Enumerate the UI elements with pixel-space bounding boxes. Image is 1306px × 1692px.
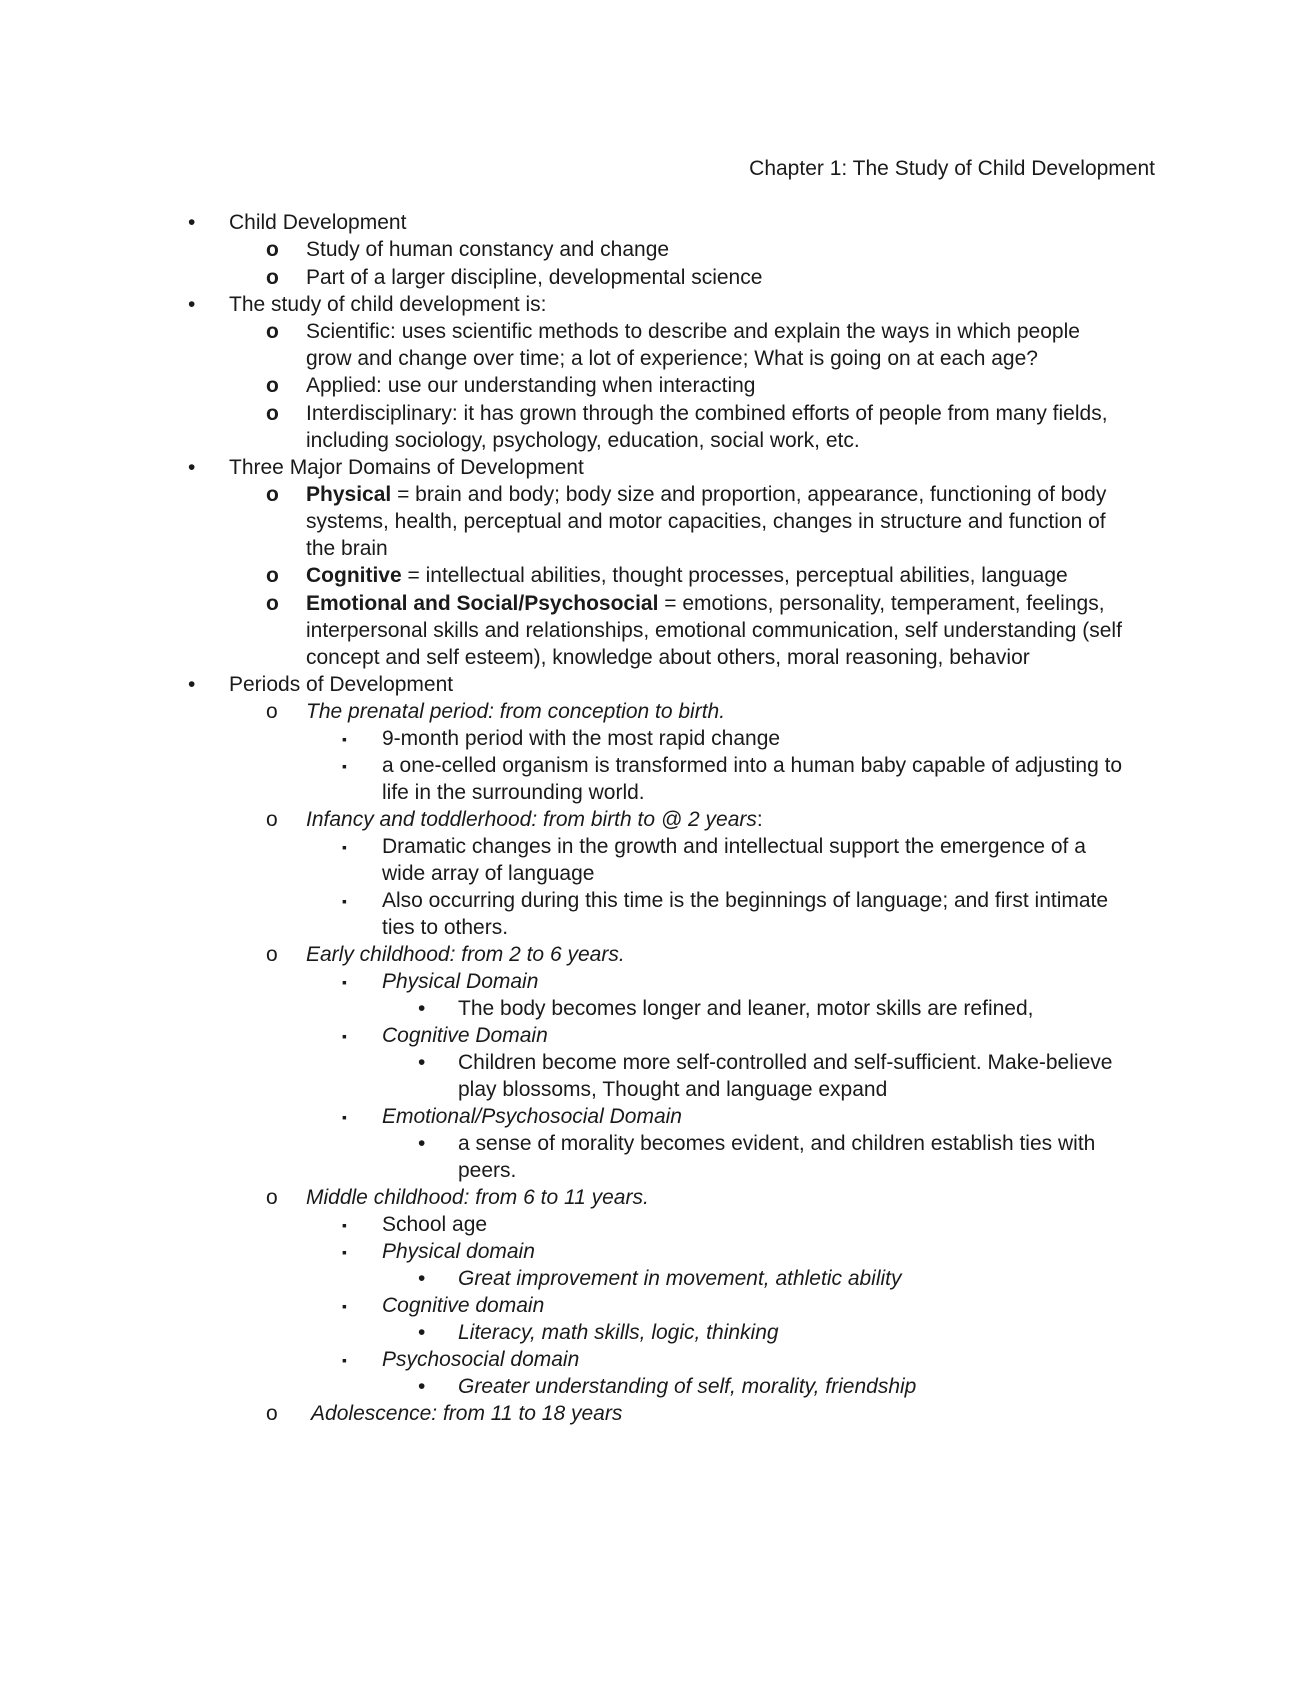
square-marker: ▪ [342, 1217, 347, 1233]
square-marker: ▪ [342, 1028, 347, 1044]
square-marker: ▪ [342, 893, 347, 909]
list-item: The body becomes longer and leaner, motor skills are refined, [458, 997, 1034, 1020]
list-item-continuation: concept and self esteem), knowledge about others, moral reasoning, behavior [306, 646, 1030, 669]
list-item: Children become more self-controlled and self-sufficient. Make-believe [458, 1051, 1113, 1074]
circle-marker: o [266, 266, 279, 289]
period-heading: Infancy and toddlerhood: from birth to @ 2 years: [306, 808, 763, 831]
list-item: Physical = brain and body; body size and proportion, appearance, functioning of body [306, 483, 1107, 506]
list-item-continuation: the brain [306, 537, 388, 560]
circle-marker: o [266, 1186, 278, 1209]
list-item-continuation: wide array of language [382, 862, 595, 885]
term-cognitive: Cognitive [306, 564, 402, 587]
list-item-continuation: life in the surrounding world. [382, 781, 645, 804]
list-item: Literacy, math skills, logic, thinking [458, 1321, 779, 1344]
section-heading: Child Development [229, 211, 407, 234]
list-item: Greater understanding of self, morality, friendship [458, 1375, 917, 1398]
square-marker: ▪ [342, 974, 347, 990]
period-heading: Adolescence: from 11 to 18 years [306, 1402, 623, 1425]
dot-marker: • [418, 997, 426, 1020]
term-physical: Physical [306, 483, 392, 506]
dot-marker: • [418, 1375, 426, 1398]
bullet-marker: • [188, 456, 196, 479]
list-item: Great improvement in movement, athletic ability [458, 1267, 902, 1290]
list-item: 9-month period with the most rapid change [382, 727, 781, 750]
square-marker: ▪ [342, 1244, 347, 1260]
circle-marker: o [266, 564, 279, 587]
circle-marker: o [266, 483, 279, 506]
square-marker: ▪ [342, 1298, 347, 1314]
circle-marker: o [266, 943, 278, 966]
list-item: Study of human constancy and change [306, 238, 670, 261]
square-marker: ▪ [342, 1352, 347, 1368]
circle-marker: o [266, 808, 278, 831]
bullet-marker: • [188, 673, 196, 696]
list-item: Emotional and Social/Psychosocial = emotions, personality, temperament, feelings, [306, 592, 1105, 615]
list-item: Also occurring during this time is the beginnings of language; and first intimate [382, 889, 1109, 912]
domain-heading: Physical Domain [382, 970, 539, 993]
circle-marker: o [266, 374, 279, 397]
list-item-continuation: ties to others. [382, 916, 509, 939]
domain-heading: Psychosocial domain [382, 1348, 580, 1371]
term-emotional-social: Emotional and Social/Psychosocial [306, 592, 659, 615]
list-item-continuation: peers. [458, 1159, 517, 1182]
page-title: Chapter 1: The Study of Child Development [749, 157, 1155, 180]
square-marker: ▪ [342, 758, 347, 774]
period-heading: Middle childhood: from 6 to 11 years. [306, 1186, 649, 1209]
bullet-marker: • [188, 293, 196, 316]
circle-marker: o [266, 1402, 278, 1425]
domain-heading: Cognitive Domain [382, 1024, 548, 1047]
list-item: Cognitive = intellectual abilities, thought processes, perceptual abilities, language [306, 564, 1068, 587]
section-heading: The study of child development is: [229, 293, 547, 316]
domain-heading: Physical domain [382, 1240, 535, 1263]
bullet-marker: • [188, 211, 196, 234]
dot-marker: • [418, 1132, 426, 1155]
circle-marker: o [266, 700, 278, 723]
square-marker: ▪ [342, 731, 347, 747]
dot-marker: • [418, 1267, 426, 1290]
circle-marker: o [266, 402, 279, 425]
list-item: Applied: use our understanding when interacting [306, 374, 756, 397]
square-marker: ▪ [342, 839, 347, 855]
domain-heading: Cognitive domain [382, 1294, 545, 1317]
list-item: Part of a larger discipline, developmental science [306, 266, 763, 289]
list-item-continuation: grow and change over time; a lot of experience; What is going on at each age? [306, 347, 1038, 370]
list-item: Scientific: uses scientific methods to describe and explain the ways in which people [306, 320, 1080, 343]
circle-marker: o [266, 238, 279, 261]
domain-heading: Emotional/Psychosocial Domain [382, 1105, 682, 1128]
list-item: a sense of morality becomes evident, and children establish ties with [458, 1132, 1096, 1155]
list-item-continuation: systems, health, perceptual and motor capacities, changes in structure and function of [306, 510, 1106, 533]
list-item-continuation: play blossoms, Thought and language expand [458, 1078, 888, 1101]
list-item-continuation: interpersonal skills and relationships, emotional communication, self understanding (self [306, 619, 1122, 642]
list-item-continuation: including sociology, psychology, education, social work, etc. [306, 429, 860, 452]
list-item: a one-celled organism is transformed into a human baby capable of adjusting to [382, 754, 1123, 777]
period-heading: Early childhood: from 2 to 6 years. [306, 943, 625, 966]
section-heading: Periods of Development [229, 673, 454, 696]
list-item: Dramatic changes in the growth and intellectual support the emergence of a [382, 835, 1086, 858]
list-item: Interdisciplinary: it has grown through the combined efforts of people from many fields, [306, 402, 1108, 425]
circle-marker: o [266, 592, 279, 615]
list-item: School age [382, 1213, 488, 1236]
dot-marker: • [418, 1321, 426, 1344]
section-heading: Three Major Domains of Development [229, 456, 584, 479]
square-marker: ▪ [342, 1109, 347, 1125]
dot-marker: • [418, 1051, 426, 1074]
period-heading: The prenatal period: from conception to birth. [306, 700, 726, 723]
circle-marker: o [266, 320, 279, 343]
